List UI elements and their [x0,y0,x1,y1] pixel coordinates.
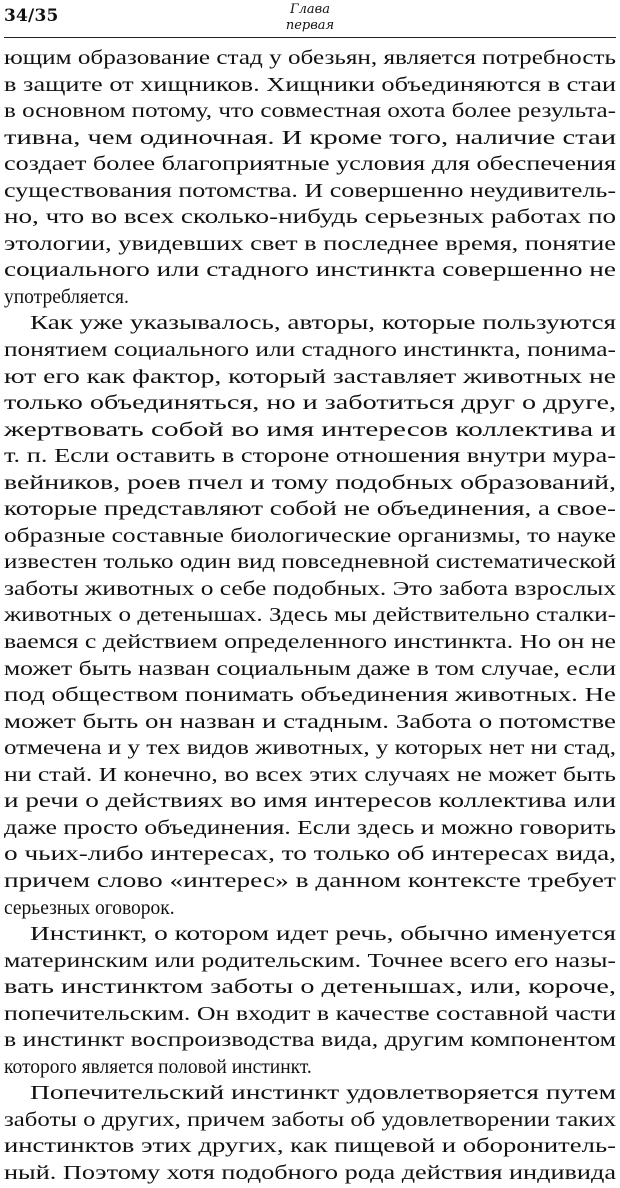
running-head-chapter-number: первая [285,18,335,33]
line-text: существования потомства. И совершенно неудивитель- [4,180,616,202]
line-text: которого является половой инстинкт. [4,1056,312,1078]
line-text: Как уже указывалось, авторы, которые пользуются [30,313,616,335]
line-text: серьезных оговорок. [4,897,175,919]
text-line [0,975,620,1002]
text-line [0,338,620,365]
text-line [0,285,620,312]
line-text: тивна, чем одиночная. И кроме того, наличие стаи [4,127,616,149]
text-line [0,603,620,630]
line-text: понятием социального или стадного инстинкта, понима- [4,340,616,362]
text-line [0,657,620,684]
text-line [0,550,620,577]
text-line [0,1108,620,1135]
text-line [0,152,620,179]
text-line [0,418,620,445]
line-text: и речи о действиях во имя интересов коллектива или [4,791,616,813]
line-text: ющим образование стад у обезьян, является потребность [4,48,616,69]
line-text: о чьих-либо интересах, то только об интересах вида, [4,844,616,866]
line-text: этологии, увидевших свет в последнее время, понятие [4,233,616,255]
text-line [0,46,620,73]
page-header [0,0,620,38]
text-line [0,179,620,206]
text-line [0,1002,620,1029]
line-text: в основном потому, что совместная охота более результа- [4,101,616,123]
line-text: только объединяться, но и заботиться друг о друге, [4,393,616,415]
book-page-text [0,46,620,1188]
text-line [0,126,620,153]
line-text: употребляется. [4,286,129,308]
line-text: Попечительский инстинкт удовлетворяется путем [30,1083,616,1105]
line-text: инстинктов этих других, как пищевой и оборонитель- [4,1136,616,1158]
line-text: в защите от хищников. Хищники объединяются в стаи [4,74,616,96]
line-text: животных о детенышах. Здесь мы действительно сталки- [4,605,616,627]
line-text: может быть назван социальным даже в том случае, если [4,658,616,680]
page-number: 34/35 [4,6,59,26]
line-text: ный. Поэтому хотя подобного рода действия индивида [4,1162,616,1184]
line-text: известен только один вид повседневной систематической [4,552,616,574]
line-text: образные составные биологические организмы, то науке [4,525,616,547]
line-text: ют его как фактор, который заставляет животных не [4,366,616,388]
header-rule [4,37,616,38]
text-line [0,444,620,471]
line-text: но, что во всех сколько-нибудь серьезных работах по [4,207,616,229]
line-text: в инстинкт воспроизводства вида, другим компонентом [4,1030,616,1052]
line-text: под обществом понимать объединения животных. Не [4,685,616,707]
text-line [0,949,620,976]
line-text: которые представляют собой не объединения, а свое- [4,499,616,521]
line-text: Инстинкт, о котором идет речь, обычно именуется [30,924,616,946]
line-text: материнским или родительским. Точнее всего его назы- [4,950,616,972]
paragraph-first-line [0,1081,620,1108]
text-line [0,391,620,418]
line-text: жертвовать собой во имя интересов коллектива и [4,419,616,441]
text-line [0,789,620,816]
text-line [0,630,620,657]
text-line [0,1134,620,1161]
line-text: вейников, роев пчел и тому подобных образований, [4,472,616,494]
line-text: ни стай. И конечно, во всех этих случаях не может быть [4,764,616,786]
line-text: даже просто объединения. Если здесь и можно говорить [4,817,616,839]
text-line [0,869,620,896]
line-text: заботы животных о себе подобных. Это забота взрослых [4,578,616,600]
text-line [0,232,620,259]
line-text: попечительским. Он входит в качестве составной части [4,1003,616,1025]
text-line [0,896,620,923]
text-line [0,73,620,100]
line-text: причем слово «интерес» в данном контексте требует [4,870,616,892]
text-line [0,842,620,869]
text-line [0,683,620,710]
paragraph-first-line [0,311,620,338]
line-text: заботы о других, причем заботы об удовлетворении таких [4,1109,616,1131]
text-line [0,524,620,551]
text-line [0,1161,620,1188]
line-text: вать инстинктом заботы о детенышах, или, короче, [4,977,616,999]
paragraph-first-line [0,922,620,949]
text-line [0,1055,620,1082]
text-line [0,577,620,604]
text-line [0,816,620,843]
text-line [0,736,620,763]
line-text: т. п. Если оставить в стороне отношения внутри мура- [4,446,616,468]
text-line [0,497,620,524]
text-line [0,99,620,126]
text-line [0,205,620,232]
line-text: отмечена и у тех видов животных, у которых нет ни стад, [4,738,616,760]
text-line [0,1028,620,1055]
line-text: социального или стадного инстинкта совершенно не [4,260,616,282]
text-line [0,710,620,737]
line-text: может быть он назван и стадным. Забота о потомстве [4,711,616,733]
line-text: создает более благоприятные условия для обеспечения [4,154,616,176]
text-line [0,365,620,392]
text-line [0,763,620,790]
text-line [0,471,620,498]
line-text: ваемся с действием определенного инстинкта. Но он не [4,632,616,654]
text-line [0,258,620,285]
running-head-chapter: Глава [290,2,330,17]
